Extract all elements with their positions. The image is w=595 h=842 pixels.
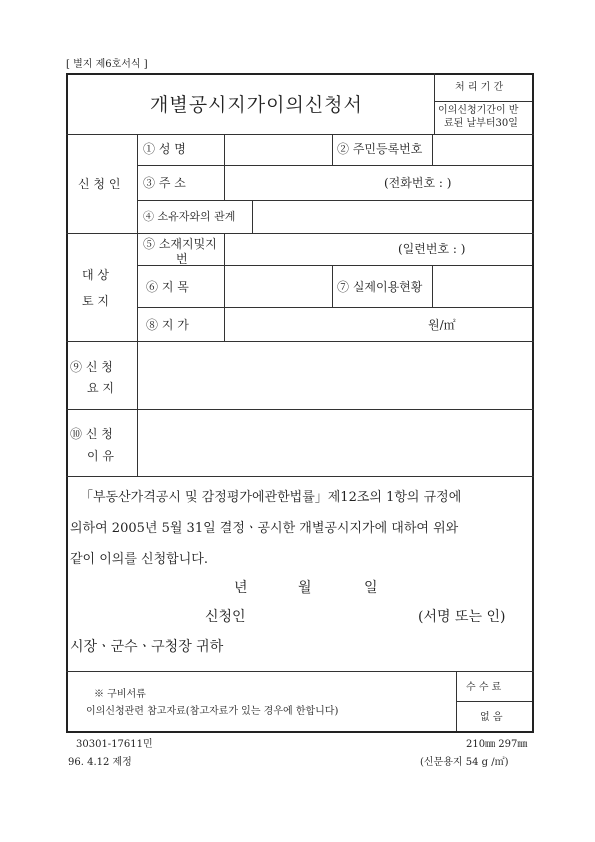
fee-value: 없 음 [480, 712, 503, 723]
reason-label-1: ⑩ 신 청 [70, 427, 113, 441]
processing-period-header: 처 리 기 간 [455, 82, 504, 93]
land-section-label-2: 토 지 [82, 294, 109, 308]
processing-period-text-2: 료된 날부터30일 [444, 118, 518, 129]
name-label: ① 성 명 [143, 142, 186, 156]
rrn-label: ② 주민등록번호 [337, 142, 423, 156]
request-label-2: 요 지 [87, 381, 114, 395]
page-title: 개별공시지가이의신청서 [150, 94, 363, 116]
request-label-1: ⑨ 신 청 [70, 360, 113, 374]
reason-field[interactable] [139, 411, 530, 474]
date-month: 월 [298, 580, 312, 596]
land-section-label-1: 대 상 [82, 268, 109, 282]
documents-title: ※ 구비서류 [94, 689, 146, 700]
statement-line-2: 의하여 2005년 5월 31일 결정ㆍ공시한 개별공시지가에 대하여 위와 [70, 521, 459, 536]
addressee: 시장ㆍ군수ㆍ구청장 귀하 [70, 639, 224, 655]
reason-label-2: 이 유 [87, 449, 114, 463]
usage-field[interactable] [434, 267, 530, 306]
statement-line-1: 「부동산가격공시 및 감정평가에관한법률」제12조의 1항의 규정에 [80, 490, 462, 505]
price-unit: 원/㎡ [428, 318, 456, 332]
name-field[interactable] [226, 136, 330, 164]
date-year: 년 [234, 580, 248, 596]
address-label: ③ 주 소 [143, 176, 186, 190]
serial-label: (일련번호 : ) [398, 242, 466, 256]
documents-item: 이의신청관련 참고자료(참고자료가 있는 경우에 한합니다) [86, 706, 339, 717]
location-label-1: ⑤ 소재지및지 [143, 237, 217, 251]
applicant-signature-label: 신청인 [205, 609, 246, 625]
address-field[interactable] [226, 167, 530, 198]
date-day: 일 [364, 580, 378, 596]
rrn-field[interactable] [434, 136, 530, 164]
location-label-2: 번 [176, 252, 188, 266]
category-field[interactable] [226, 267, 330, 306]
footer-paper: (신문용지 54 g /㎡) [420, 757, 509, 768]
applicant-section-label: 신 청 인 [78, 177, 121, 191]
processing-period-text-1: 이의신청기간이 반 [438, 105, 519, 116]
footer-size: 210㎜ 297㎜ [466, 739, 528, 750]
fee-label: 수 수 료 [466, 682, 502, 693]
usage-label: ⑦ 실제이용현황 [337, 280, 423, 294]
request-field[interactable] [139, 343, 530, 407]
signature-or-seal: (서명 또는 인) [418, 609, 506, 625]
statement-line-3: 같이 이의를 신청합니다. [70, 552, 208, 567]
footer-code: 30301-17611민 [76, 739, 153, 750]
phone-label: (전화번호 : ) [384, 176, 452, 190]
price-label: ⑧ 지 가 [146, 318, 189, 332]
relation-label: ④ 소유자와의 관계 [143, 210, 236, 223]
location-field[interactable] [226, 235, 530, 264]
category-label: ⑥ 지 목 [146, 280, 189, 294]
footer-date: 96. 4.12 제정 [68, 757, 132, 768]
price-field[interactable] [226, 309, 530, 340]
form-label: [ 별지 제6호서식 ] [66, 59, 148, 70]
relation-field[interactable] [254, 202, 530, 232]
